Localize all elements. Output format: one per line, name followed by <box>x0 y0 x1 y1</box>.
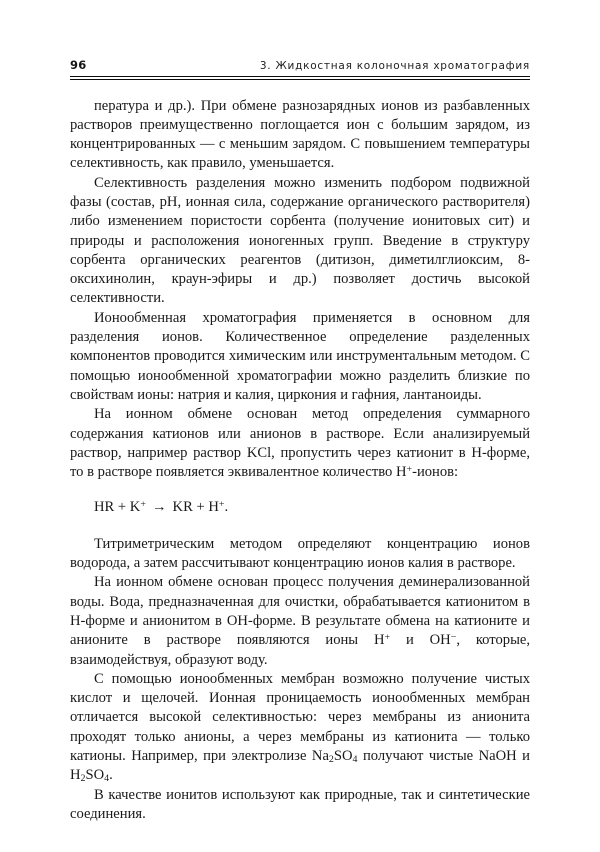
paragraph-2: Селективность разделения можно изменить подбором подвижной фазы (состав, pH, ионная сила, содержание органического растворителя) либо изменением пористости сорбента (получение ионитовых сит) и природы и расположения ионогенных групп. Введение в структуру сорбента органических реагентов (дитизон, диметилглиоксим, 8-оксихинолин, краун-эфиры и др.) позволяет достичь высокой селективности. <box>70 174 530 307</box>
paragraph-1: пература и др.). При обмене разнозарядных ионов из разбавленных растворов преимущественно поглощается ион с большим зарядом, из концентрированных — с меньшим зарядом. С повышением температуры селективность, как правило, уменьшается. <box>70 97 530 172</box>
paragraph-7-text-e: . <box>109 767 113 784</box>
body-text <box>70 97 530 825</box>
equation-right-superscript: + <box>218 499 225 511</box>
paragraph-7-text-c: получают чистые NaOH и H <box>70 748 530 784</box>
equation-arrow-icon: → <box>151 499 167 516</box>
paragraph-7 <box>70 670 530 786</box>
ohminus-superscript: − <box>450 632 457 644</box>
paragraph-5: Титриметрическим методом определяют концентрацию ионов водорода, а затем рассчитывают концентрацию ионов калия в растворе. <box>70 535 530 572</box>
paragraph-8: В качестве ионитов используют как природные, так и синтетические соединения. <box>70 786 530 822</box>
equation-left-superscript: + <box>140 499 146 511</box>
page-number: 96 <box>70 58 87 72</box>
h2so4-subscript-4: 4 <box>104 773 110 785</box>
na2so4-subscript-2: 2 <box>328 754 334 766</box>
paragraph-6-text-b: и OH <box>390 632 451 649</box>
paragraph-4 <box>70 405 530 482</box>
paragraph-6-text-c: , которые, взаимодействуя, образуют воду. <box>70 632 531 668</box>
paragraph-6-text-a: На ионном обмене основан процесс получения деминерализованной воды. Вода, предназначенная для очистки, обрабатывается катионитом в H-форме и анионитом в OH-форме. В результате обмена на катионите и анионите в растворе появляются ионы H <box>70 574 530 649</box>
h2so4-subscript-2: 2 <box>80 773 86 785</box>
page-content <box>70 58 530 824</box>
paragraph-7-text-d: SO <box>85 767 105 784</box>
paragraph-3: Ионообменная хроматография применяется в основном для разделения ионов. Количественное определение разделенных компонентов проводится химическим или инструментальным методом. С помощью ионообменной хроматографии можно разделить близкие по свойствам ионы: натрия и калия, циркония и гафния, лантаноиды. <box>70 309 530 403</box>
running-head <box>70 58 530 75</box>
chemical-equation <box>70 482 530 534</box>
paragraph-4-text: На ионном обмене основан метод определения суммарного содержания катионов или анионов в растворе. Если анализируемый раствор, например раствор KCl, пропустить через катионит в H-форме, то в растворе появляется эквивалентное количество H <box>70 406 530 481</box>
hplus-superscript: + <box>384 632 391 644</box>
hydrogen-ion-superscript: + <box>406 463 413 475</box>
paragraph-7-text-b: SO <box>333 748 353 764</box>
running-head-title: 3. Жидкостная колоночная хроматография <box>259 60 530 72</box>
equation-period: . <box>224 499 229 516</box>
na2so4-subscript-4: 4 <box>352 754 358 766</box>
equation-left: HR + K <box>94 499 141 516</box>
equation-right: KR + H <box>172 499 219 516</box>
paragraph-4-tail: -ионов: <box>412 464 459 481</box>
header-rule <box>70 76 530 80</box>
paragraph-6 <box>70 573 530 669</box>
paragraph-7-text-a: С помощью ионообменных мембран возможно получение чистых кислот и щелочей. Ионная проницаемость ионообменных мембран отличается высокой селективностью: через мембраны из анионита проходят только анионы, а через мембраны из катионита — только катионы. Например, при электролизе Na <box>70 670 530 764</box>
